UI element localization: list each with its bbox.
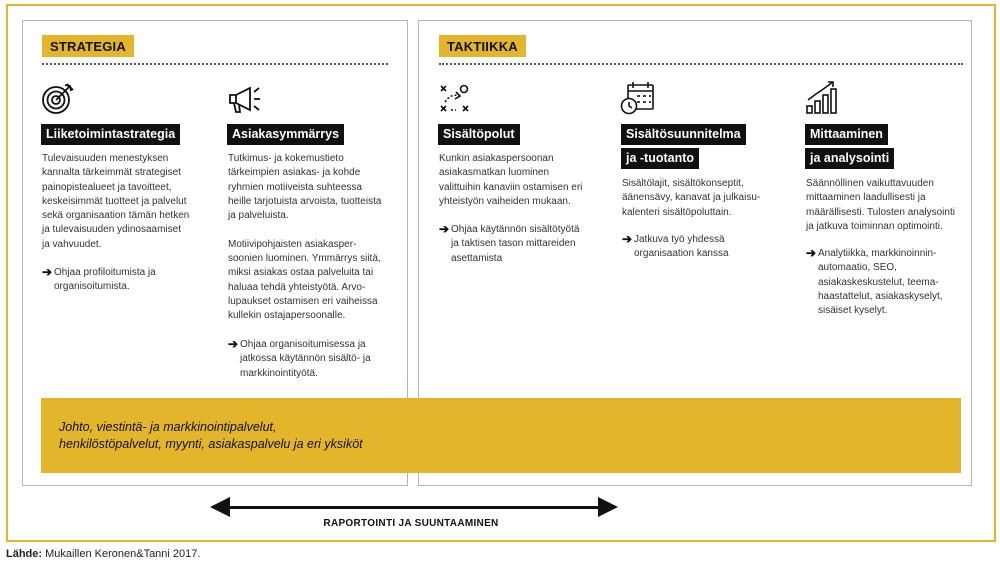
source-note [6, 548, 200, 560]
arrow-right-icon: ➔ [806, 246, 817, 260]
col-title-measurement: Mittaaminen [805, 124, 888, 145]
arrow-right-icon: ➔ [622, 232, 633, 246]
arrow-left-icon [210, 497, 230, 517]
col-text-business-strategy: Tulevaisuuden menestyksen kannalta tärkeimmät strategiset painopistealueet ja tavoitteet, keskeisimmät tuotteet ja palvelut sekä organisaation tämän hetken ja tulevaisuuden ydinosaamiset ja vahvuudet. [42, 153, 190, 250]
arrow-item-customer-insight: ➔ Ohjaa organisoitumisessa ja jatkossa käytännön sisältö- ja markkinointityötä. [228, 337, 371, 379]
tactics-label: TAKTIIKKA [439, 35, 526, 57]
col-text-customer-insight: Tutkimus- ja kokemustieto tärkeimpien asiakas- ja kohde ryhmien motiiveista suhteessa heille tarjotuista arvoista, tuotteista ja palveluista. Motiivipohjaisten asiakasper- soonien luominen. Ymmärrys siitä, miksi asiakas ostaa palveluita tai haluaa tehdä yhteistyötä. Arvo- lupaukset ostamisen eri vaiheissa kullekin ostajapersoonalle. [228, 153, 382, 322]
stakeholders-banner [41, 398, 961, 473]
strategy-divider [42, 63, 388, 65]
col-text-measurement: Säännöllinen vaikuttavuuden mittaaminen laadullisesti ja määrällisesti. Tulosten analysointi ja jatkuva toiminnan optimointi. [806, 178, 955, 232]
megaphone-icon [226, 80, 262, 116]
arrow-right-icon: ➔ [228, 337, 239, 351]
col-title-content-plan: Sisältösuunnitelma [621, 124, 746, 145]
arrow-item-business-strategy: ➔ Ohjaa profiloitumista ja organisoitumista. [42, 265, 156, 293]
arrow-right-icon: ➔ [42, 265, 53, 279]
col-text-content-paths: Kunkin asiakaspersoonan asiakasmatkan luominen valittuihin kanaviin ostamisen eri yhteistyön vaiheiden mukaan. [439, 153, 583, 207]
calendar-clock-icon [620, 80, 656, 116]
arrow-right-icon: ➔ [439, 222, 450, 236]
col-title-customer-insight: Asiakasymmärrys [227, 124, 344, 145]
source-label: Lähde: [6, 548, 43, 560]
reporting-arrow-line [214, 506, 608, 509]
arrow-item-content-plan: ➔ Jatkuva työ yhdessä organisaation kanssa [622, 232, 729, 260]
source-text: Mukaillen Keronen&Tanni 2017. [42, 548, 201, 560]
arrow-item-measurement: ➔ Analytiikka, markkinoinnin- automaatio, SEO, asiakaskeskustelut, teema- haastattelut, asiakaskyselyt, sisäiset kyselyt. [806, 246, 943, 317]
col-text-content-plan: Sisältölajit, sisältökonseptit, äänensävy, kanavat ja julkaisu- kalenteri sisältöpoluttain. [622, 178, 761, 218]
col-title-measurement-line2: ja analysointi [805, 148, 894, 169]
arrow-item-content-paths: ➔ Ohjaa käytännön sisältötyötä ja taktisen tason mittareiden asettamista [439, 222, 580, 264]
tactics-divider [439, 63, 963, 65]
target-icon [40, 80, 76, 116]
col-title-business-strategy: Liiketoimintastrategia [41, 124, 180, 145]
col-title-content-paths: Sisältöpolut [438, 124, 520, 145]
stakeholders-text: Johto, viestintä- ja markkinointipalvelut, henkilöstöpalvelut, myynti, asiakaspalvelu ja eri yksiköt [59, 420, 363, 451]
strategy-label: STRATEGIA [42, 35, 134, 57]
tactics-plan-icon [437, 80, 473, 116]
growth-chart-icon [804, 80, 840, 116]
reporting-label: RAPORTOINTI JA SUUNTAAMINEN [323, 518, 499, 529]
arrow-right-head-icon [598, 497, 618, 517]
col-title-content-plan-line2: ja -tuotanto [621, 148, 699, 169]
